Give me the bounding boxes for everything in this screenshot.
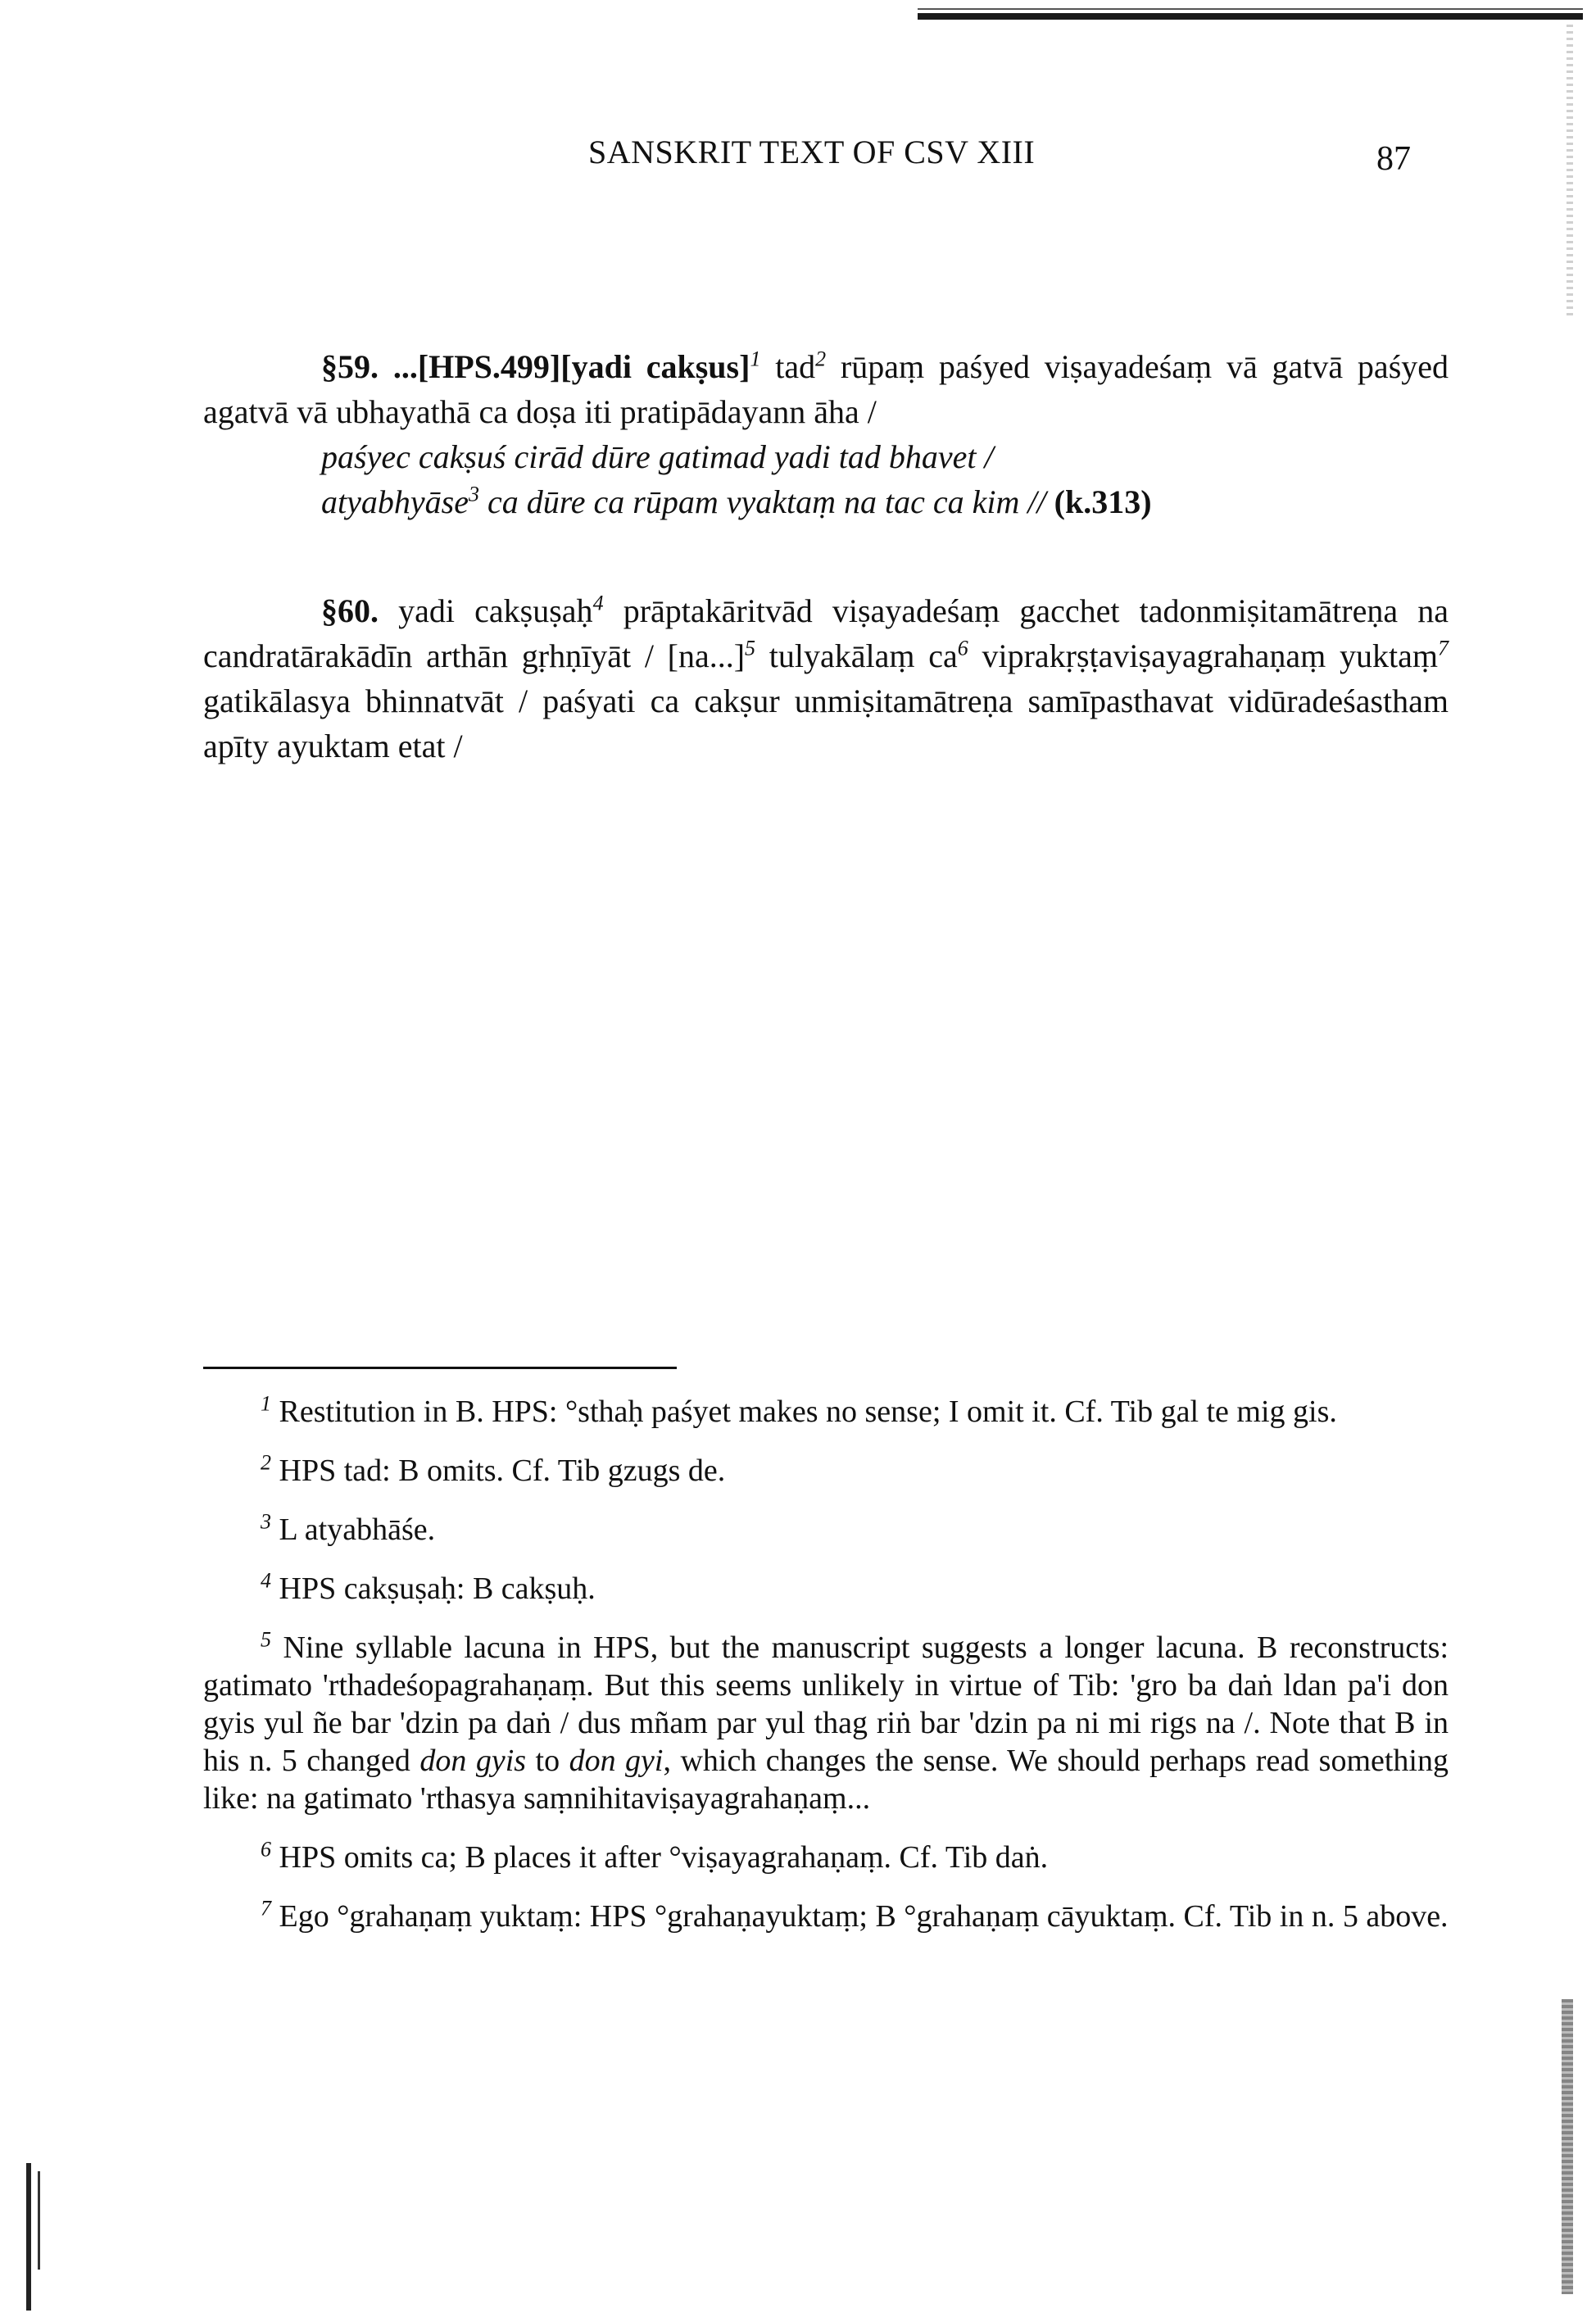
scan-top-border [918, 13, 1583, 20]
section-label: §60. [321, 592, 379, 629]
paragraph-gap [203, 524, 1449, 588]
section-60-text-5: gatikālasya bhinnatvāt / paśyati ca cakṣur unmiṣitamātreṇa samīpasthavat vidūradeśastham apīty ayuktam etat / [203, 683, 1449, 764]
footnote-number: 3 [261, 1509, 271, 1534]
footnote-number: 2 [261, 1450, 271, 1475]
footnote-text: HPS cakṣuṣaḥ: B cakṣuḥ. [271, 1571, 596, 1606]
verse-line-2-a: atyabhyāse [321, 483, 469, 520]
verse-line-1: paśyec cakṣuś cirād dūre gatimad yadi tad bhavet / [321, 438, 994, 475]
footnote-text: L atyabhāśe. [271, 1512, 436, 1547]
footnote-text-b: to [526, 1744, 569, 1778]
page-header [0, 129, 1596, 179]
footnote-3 [203, 1511, 1449, 1549]
footnote-number: 7 [261, 1896, 271, 1921]
footnote-italic-a: don gyis [419, 1744, 527, 1778]
section-59-text-2: rūpaṃ paśyed viṣayadeśaṃ vā gatvā paśyed agatvā vā ubhayathā ca doṣa iti pratipādayann āha / [203, 348, 1449, 430]
scan-right-edge-shadow [1562, 1999, 1573, 2294]
footnote-number: 4 [261, 1568, 271, 1593]
section-label: §59. [321, 348, 379, 385]
section-60 [203, 588, 1449, 769]
section-60-text-1: yadi cakṣuṣaḥ [379, 592, 593, 629]
footnote-divider [203, 1367, 677, 1369]
section-59 [203, 344, 1449, 434]
footnote-2 [203, 1452, 1449, 1490]
footnote-ref-1[interactable]: 1 [750, 347, 761, 371]
footnote-5 [203, 1629, 1449, 1817]
scan-left-edge-mark [26, 2163, 31, 2311]
footnote-text: HPS tad: B omits. Cf. Tib gzugs de. [271, 1454, 726, 1488]
verse-line-2 [203, 479, 1449, 524]
verse-line-2-b: ca dūre ca rūpam vyaktaṃ na tac ca kim // [478, 483, 1054, 520]
section-60-text-2: prāptakāritvād viṣayadeśaṃ gacchet tadonmiṣitamātreṇa na candratārakādīn arthān gṛhṇīyāt / [na...] [203, 592, 1449, 674]
footnote-text: Ego °grahaṇaṃ yuktaṃ: HPS °grahaṇayuktaṃ; B °grahaṇaṃ cāyuktaṃ. Cf. Tib in n. 5 above. [271, 1899, 1449, 1934]
scan-left-edge-mark-2 [38, 2171, 40, 2270]
footnote-ref-7[interactable]: 7 [1438, 636, 1449, 660]
footnote-ref-2[interactable]: 2 [815, 347, 827, 371]
section-59-text-1: tad [760, 348, 816, 385]
section-59-lead: ...[HPS.499][yadi cakṣus] [392, 348, 750, 385]
footnote-ref-4[interactable]: 4 [592, 591, 604, 615]
running-head: SANSKRIT TEXT OF CSV XIII [588, 134, 1036, 170]
footnote-text-a: Nine syllable lacuna in HPS, but the manuscript suggests a longer lacuna. B reconstructs: gatimato 'rthadeśopagrahaṇaṃ. But this seems unlikely in virtue of Tib: 'gro ba daṅ ldan pa'i don gyis yul ñe bar 'dzin pa daṅ / dus mñam par yul thag riṅ bar 'dzin pa ni mi rigs na /. Note that B in his n. 5 changed [203, 1630, 1449, 1778]
footnote-number: 1 [261, 1391, 271, 1416]
footnote-text-c: , which changes the sense. We should perhaps read something like: na gatimato 'rthasya saṃnihitaviṣayagrahaṇaṃ... [203, 1744, 1449, 1816]
section-60-text-3: tulyakālaṃ ca [755, 637, 958, 674]
section-60-text-4: viprakṛṣṭaviṣayagrahaṇaṃ yuktaṃ [968, 637, 1438, 674]
footnote-ref-3[interactable]: 3 [468, 482, 479, 506]
footnote-ref-6[interactable]: 6 [957, 636, 968, 660]
scan-edge-line [918, 8, 1583, 10]
footnote-1 [203, 1393, 1449, 1431]
footnote-7 [203, 1898, 1449, 1935]
main-text [203, 344, 1449, 769]
footnote-text: HPS omits ca; B places it after °viṣayagrahaṇaṃ. Cf. Tib daṅ. [271, 1840, 1049, 1875]
verse-reference: (k.313) [1054, 483, 1152, 520]
footnote-6 [203, 1839, 1449, 1876]
footnote-4 [203, 1570, 1449, 1608]
footnote-ref-5[interactable]: 5 [745, 636, 756, 660]
footnote-number: 6 [261, 1837, 271, 1862]
footnote-text: Restitution in B. HPS: °sthaḥ paśyet makes no sense; I omit it. Cf. Tib gal te mig gis. [271, 1395, 1337, 1429]
page-number: 87 [1376, 140, 1411, 178]
footnote-number: 5 [261, 1627, 271, 1652]
footnotes [203, 1393, 1449, 1957]
footnote-italic-b: don gyi [569, 1744, 664, 1778]
